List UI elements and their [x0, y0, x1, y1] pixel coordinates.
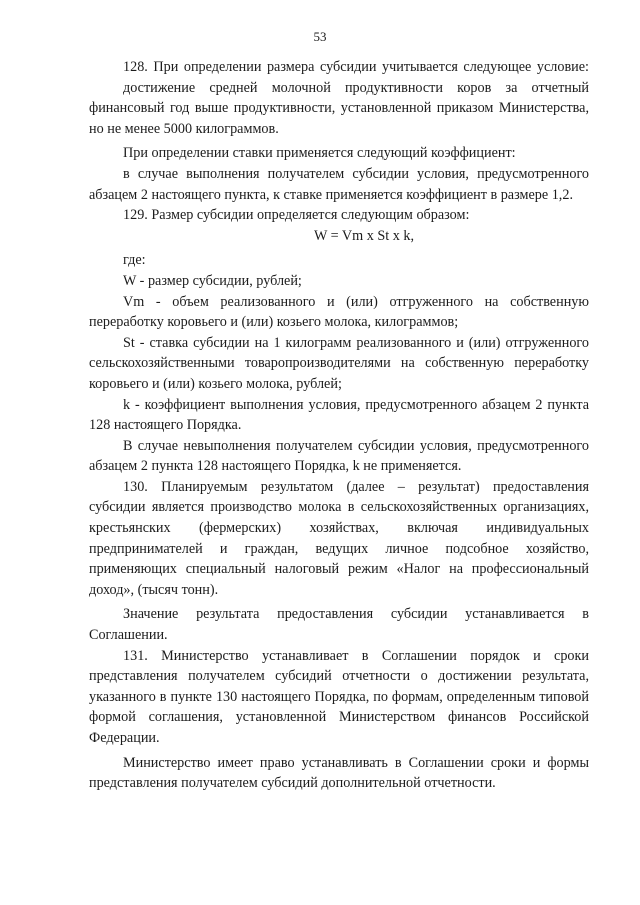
paragraph-coefficient-intro: При определении ставки применяется следующий коэффициент: — [123, 145, 516, 162]
paragraph-128-intro: 128. При определении размера субсидии учитывается следующее условие: — [123, 59, 589, 75]
document-body — [89, 57, 589, 794]
paragraph-131-reporting: 131. Министерство устанавливает в Соглашении порядок и сроки представления получателем субсидий отчетности о достижении результата, указанного в пункте 130 настоящего Порядка, по формам, определенным типовой формой соглашения, установленной Министерством финансов Российской Федерации. — [89, 647, 589, 746]
paragraph-result-value: Значение результата предоставления субсидии устанавливается в Соглашении. — [89, 606, 589, 644]
paragraph-additional-reporting: Министерство имеет право устанавливать в Соглашении сроки и формы представления получателем субсидий дополнительной отчетности. — [89, 754, 589, 792]
formula-k-definition: k - коэффициент выполнения условия, предусмотренного абзацем 2 пункта 128 настоящего Порядка. — [89, 396, 589, 434]
paragraph-non-fulfillment: В случае невыполнения получателем субсидии условия, предусмотренного абзацем 2 пункта 128 настоящего Порядка, k не применяется. — [89, 437, 589, 475]
subsidy-formula: W = Vm x St x k, — [313, 227, 415, 244]
paragraph-130-result: 130. Планируемым результатом (далее – результат) предоставления субсидии является производство молока в сельскохозяйственных организациях, крестьянских (фермерских) хозяйствах, включая индивидуальных предпринимателей и граждан, ведущих личное подсобное хозяйство, применяющих специальный налоговый режим «Налог на профессиональный доход», (тысяч тонн). — [89, 478, 589, 598]
formula-where: где: — [123, 252, 146, 269]
page-number: 53 — [313, 29, 327, 44]
paragraph-129-intro: 129. Размер субсидии определяется следующим образом: — [123, 207, 470, 224]
paragraph-coefficient-value: в случае выполнения получателем субсидии условия, предусмотренного абзацем 2 настоящего пункта, к ставке применяется коэффициент в размере 1,2. — [89, 165, 589, 203]
paragraph-128-condition: достижение средней молочной продуктивности коров за отчетный финансовый год выше продуктивности, установленной приказом Министерства, но не менее 5000 килограммов. — [89, 79, 589, 137]
formula-w-definition: W - размер субсидии, рублей; — [123, 272, 302, 289]
formula-vm-definition: Vm - объем реализованного и (или) отгруженного на собственную переработку коровьего и (или) козьего молока, килограммов; — [89, 293, 589, 331]
formula-st-definition: St - ставка субсидии на 1 килограмм реализованного и (или) отгруженного сельскохозяйственными товаропроизводителями на собственную переработку коровьего и (или) козьего молока, рублей; — [89, 334, 589, 392]
